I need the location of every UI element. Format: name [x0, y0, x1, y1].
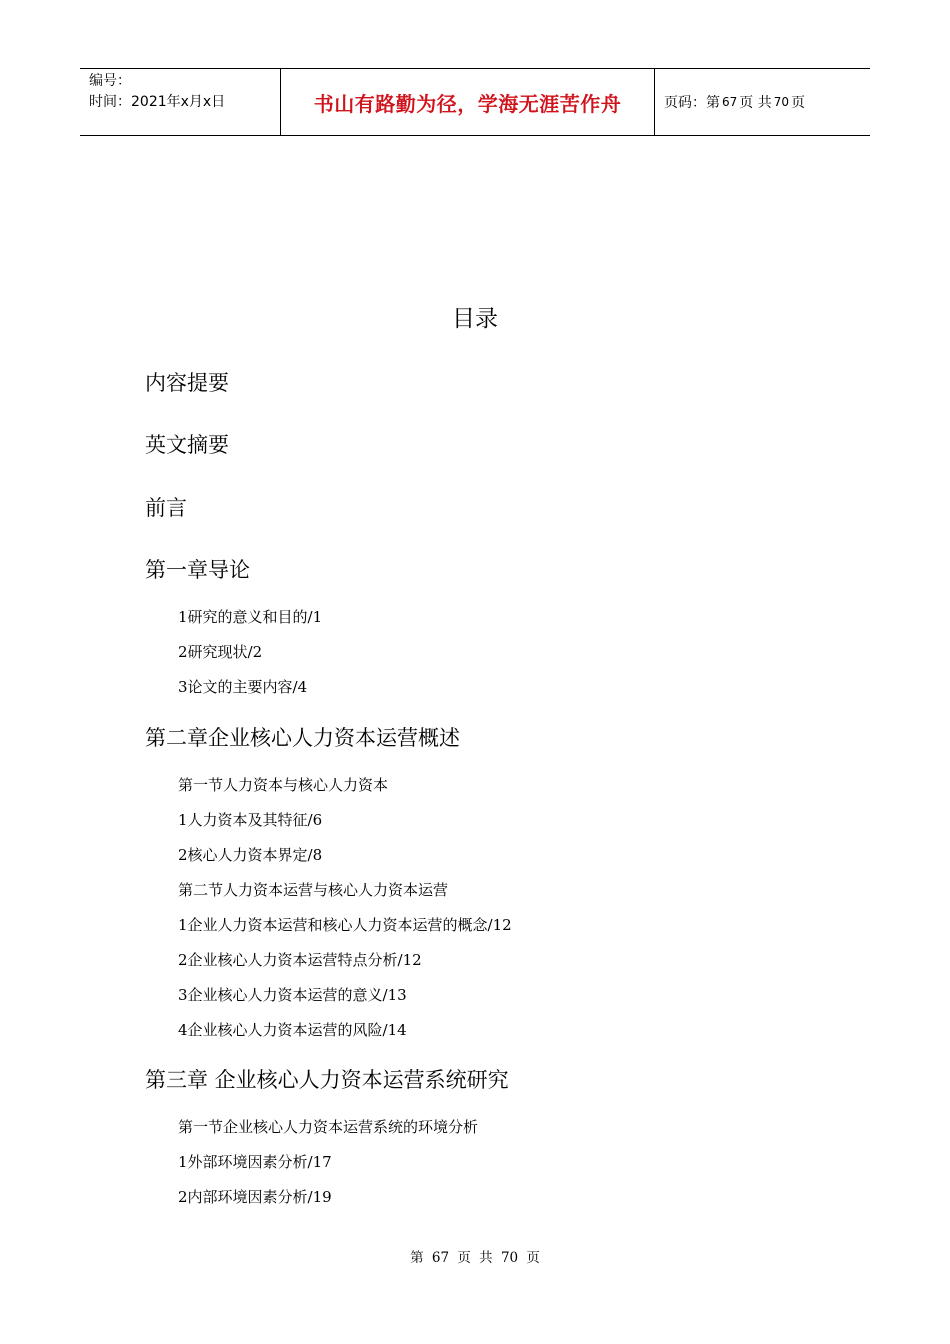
footer-total: 70 — [500, 1250, 519, 1266]
toc-subentry: 1人力资本及其特征/6 — [178, 811, 323, 829]
footer-suffix: 页 — [526, 1250, 540, 1266]
doc-number-label: 编号： — [89, 73, 131, 89]
toc-entry: 第三章 企业核心人力资本运营系统研究 — [145, 1068, 509, 1092]
page-header — [80, 68, 870, 136]
toc-subentry: 第二节人力资本运营与核心人力资本运营 — [178, 881, 449, 899]
toc-subentry: 2研究现状/2 — [178, 643, 263, 661]
footer-current: 67 — [431, 1250, 450, 1266]
toc-entry: 内容提要 — [145, 371, 229, 395]
toc-subentry: 2企业核心人力资本运营特点分析/12 — [178, 951, 422, 969]
toc-subentry: 3企业核心人力资本运营的意义/13 — [178, 986, 407, 1004]
page-footer — [0, 1246, 950, 1266]
page-current: 67 — [722, 95, 738, 109]
header-page-info — [655, 69, 870, 135]
page-mid: 页 共 — [739, 95, 772, 111]
toc-subentry: 1企业人力资本运营和核心人力资本运营的概念/12 — [178, 916, 512, 934]
toc-entry: 英文摘要 — [145, 433, 229, 457]
toc-subentry: 1研究的意义和目的/1 — [178, 608, 323, 626]
toc-entry: 前言 — [145, 496, 187, 520]
page-total: 70 — [773, 95, 790, 109]
doc-time-label: 时间：2021年x月x日 — [89, 94, 226, 110]
footer-prefix: 第 — [410, 1250, 424, 1266]
page-prefix: 页码：第 — [664, 95, 720, 111]
toc-entry: 第二章企业核心人力资本运营概述 — [145, 726, 460, 750]
page-suffix: 页 — [791, 95, 806, 111]
footer-mid1: 页 — [457, 1250, 471, 1266]
header-motto: 书山有路勤为径，学海无涯苦作舟 — [281, 69, 655, 135]
toc-subentry: 1外部环境因素分析/17 — [178, 1153, 332, 1171]
toc-title: 目录 — [452, 306, 498, 332]
toc-subentry: 第一节企业核心人力资本运营系统的环境分析 — [178, 1118, 479, 1136]
toc-entry: 第一章导论 — [145, 558, 250, 582]
toc-subentry: 2内部环境因素分析/19 — [178, 1188, 332, 1206]
footer-mid2: 共 — [479, 1250, 493, 1266]
header-meta — [80, 69, 281, 135]
toc-subentry: 第一节人力资本与核心人力资本 — [178, 776, 389, 794]
toc-subentry: 2核心人力资本界定/8 — [178, 846, 323, 864]
toc-subentry: 3论文的主要内容/4 — [178, 678, 308, 696]
toc-subentry: 4企业核心人力资本运营的风险/14 — [178, 1021, 407, 1039]
